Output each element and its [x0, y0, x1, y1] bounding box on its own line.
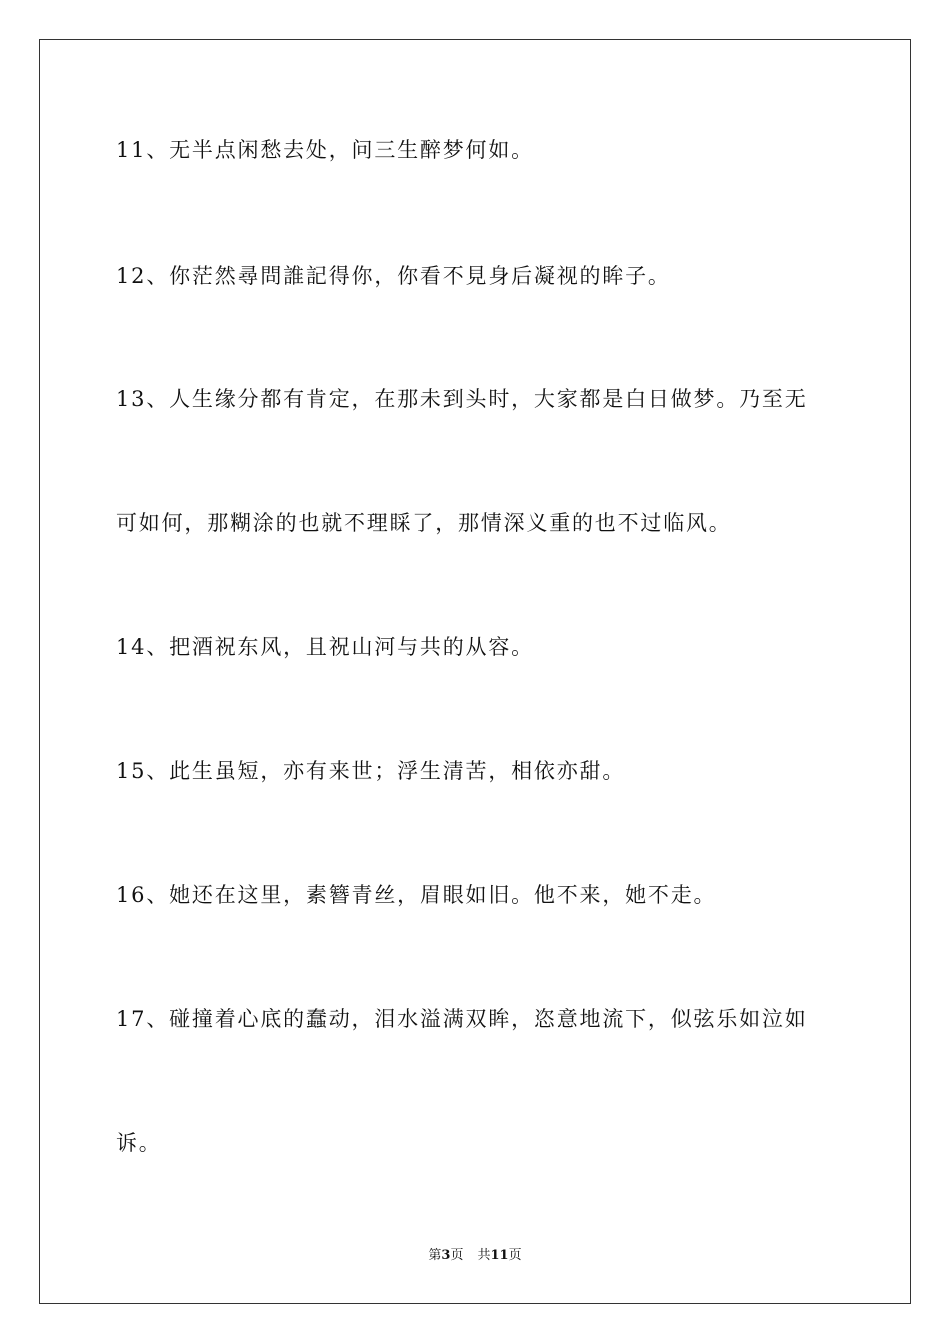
- page-prefix: 第: [428, 1248, 442, 1263]
- current-page-number: 3: [441, 1248, 451, 1263]
- text-line: 11、无半点闲愁去处，问三生醉梦何如。: [116, 138, 534, 162]
- total-pages-number: 11: [490, 1248, 509, 1263]
- page-suffix: 页: [450, 1248, 464, 1263]
- text-line: 13、人生缘分都有肯定，在那未到头时，大家都是白日做梦。乃至无: [116, 387, 808, 411]
- text-line: 15、此生虽短，亦有来世；浮生清苦，相依亦甜。: [116, 759, 626, 783]
- text-line: 可如何，那糊涂的也就不理睬了，那情深义重的也不过临风。: [116, 511, 732, 535]
- text-line: 诉。: [116, 1131, 162, 1155]
- text-line: 16、她还在这里，素簪青丝，眉眼如旧。他不来，她不走。: [116, 883, 717, 907]
- text-line: 14、把酒祝东风，且祝山河与共的从容。: [116, 635, 534, 659]
- page-border: [39, 39, 911, 1304]
- text-line: 17、碰撞着心底的蠢动，泪水溢满双眸，恣意地流下，似弦乐如泣如: [116, 1007, 808, 1031]
- page-footer: [0, 1247, 950, 1265]
- total-prefix: 共: [477, 1248, 491, 1263]
- total-suffix: 页: [508, 1248, 522, 1263]
- text-line: 12、你茫然尋問誰記得你，你看不見身后凝视的眸子。: [116, 264, 671, 288]
